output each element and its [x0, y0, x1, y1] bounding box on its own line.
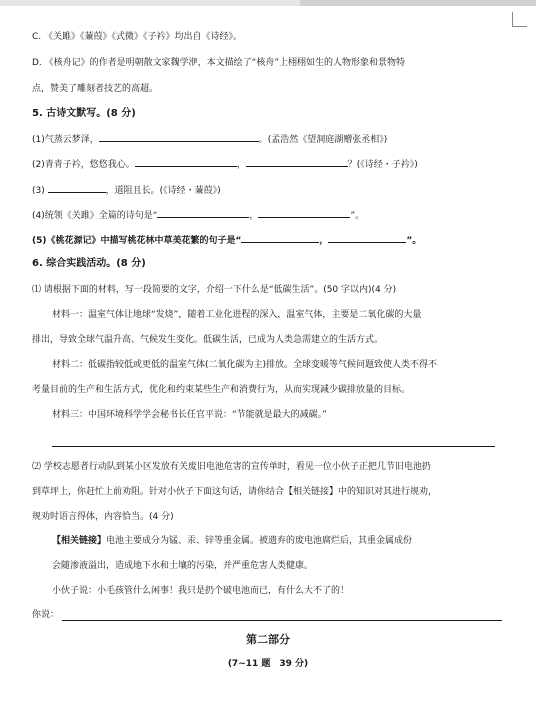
related-link-line2: 会随渗液溢出，造成地下水和土壤的污染，并严重危害人类健康。: [52, 561, 314, 571]
q5-1-text: (1)气蒸云梦泽，: [32, 135, 99, 145]
part-2-title: 第二部分: [246, 633, 290, 646]
material-1-line1: 材料一：温室气体让地球“发烧”，随着工业化进程的深入，温室气体，主要是二氧化碳的大量: [52, 310, 422, 320]
q5-4-end: ”。: [350, 211, 365, 221]
page-corner-mark: [512, 12, 527, 27]
related-link-text: 电池主要成分为锰、汞、锌等重金属。被遗弃的废电池腐烂后，其重金属成份: [106, 536, 413, 546]
q5-3-blank[interactable]: [48, 182, 106, 193]
page-top-shadow: [0, 0, 536, 6]
q5-item-4: [32, 207, 522, 223]
q6-part-2-line2: 到草坪上，你赶忙上前劝阻。针对小伙子下面这句话，请你结合【相关链接】中的知识对其进行规劝，: [32, 487, 438, 497]
answer-line-1[interactable]: [52, 446, 495, 447]
q5-5-sep: ，: [319, 236, 329, 246]
q6-part-1-prompt: ⑴ 请根据下面的材料，写一段简要的文字，介绍一下什么是“低碳生活”。(50 字以内)(4 分): [32, 285, 397, 295]
option-d-line1: D. 《核舟记》的作者是明朝散文家魏学洢，本文描绘了“核舟”上栩栩如生的人物形象和景物特: [32, 58, 405, 68]
q6-part-2-line3: 规劝时语言得体，内容恰当。(4 分): [32, 512, 174, 522]
q5-2-source: ？(《诗经・子衿》): [347, 160, 418, 170]
q5-4-blank-1[interactable]: [157, 207, 249, 218]
option-c: C. 《关雎》《蒹葭》《式微》《子衿》均出自《诗经》。: [32, 32, 243, 42]
part-2-subtitle: (7~11 题 39 分): [227, 659, 309, 669]
answer-line-2[interactable]: [62, 620, 502, 621]
q5-2-blank-1[interactable]: [135, 156, 237, 167]
q5-5-text: (5)《桃花源记》中描写桃花林中草美花繁的句子是“: [32, 236, 242, 246]
q5-5-blank-2[interactable]: [328, 232, 406, 243]
q5-5-end: ”。: [406, 236, 422, 246]
material-2-line2: 考量目前的生产和生活方式，优化和约束某些生产和消费行为，从而实现减少碳排放量的目标。: [32, 385, 411, 395]
q5-item-1: [32, 131, 522, 147]
material-2-line1: 材料二：低碳指较低或更低的温室气体(二氧化碳为主)排放。全球变暖等气候问题致使人类不得不: [52, 360, 438, 370]
q5-4-blank-2[interactable]: [258, 207, 350, 218]
q5-4-text: (4)统领《关雎》全篇的诗句是“: [32, 211, 158, 221]
material-1-line2: 排出，导致全球气温升高、气候发生变化。低碳生活，已成为人类急需建立的生活方式。: [32, 335, 384, 345]
q5-5-blank-1[interactable]: [241, 232, 319, 243]
boy-quote: 小伙子说：小毛孩管什么闲事！我只是扔个破电池而已，有什么大不了的！: [52, 586, 350, 596]
q5-4-sep: ，: [249, 211, 259, 221]
you-say-label: 你说：: [32, 610, 60, 620]
section-6-title: 6. 综合实践活动。(8 分): [32, 258, 146, 269]
q5-3-text: ，道阻且长。(《诗经・蒹葭》): [105, 186, 221, 196]
q5-item-2: [32, 156, 522, 172]
related-link-tag: 【相关链接】: [52, 536, 107, 546]
q5-item-5: [32, 232, 522, 248]
related-link-line1: [52, 534, 522, 548]
q5-1-source: 。(孟浩然《望洞庭湖赠张丞相》): [258, 135, 388, 145]
q5-3-label: (3): [32, 186, 45, 196]
q5-1-blank[interactable]: [99, 131, 259, 142]
option-d-line2: 点，赞美了雕刻者技艺的高超。: [32, 84, 159, 94]
q5-2-blank-2[interactable]: [246, 156, 348, 167]
q5-item-3: [32, 182, 522, 198]
q5-2-text: (2)青青子衿，悠悠我心。: [32, 160, 135, 170]
q5-2-sep: ，: [236, 160, 246, 170]
section-5-title: 5. 古诗文默写。(8 分): [32, 108, 136, 119]
page-top-shadow-dark: [300, 0, 536, 6]
q6-part-2-line1: ⑵ 学校志愿者行动队到某小区发放有关废旧电池危害的宣传单时，看见一位小伙子正把几节旧电池扔: [32, 462, 431, 472]
material-3: 材料三：中国环境科学学会秘书长任官平说：“节能就是最大的减碳。”: [52, 410, 327, 420]
